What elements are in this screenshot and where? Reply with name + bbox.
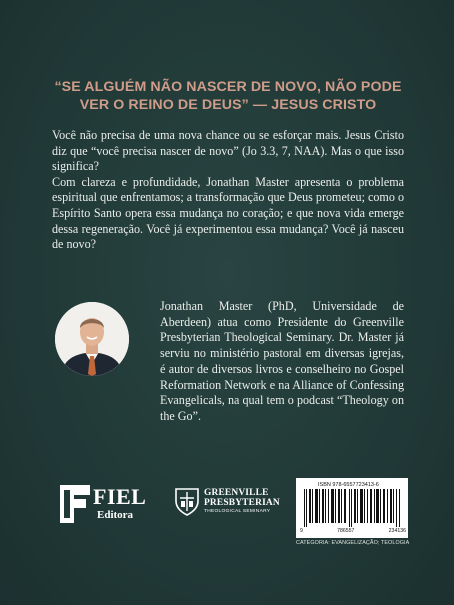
- quote-line-1: “SE ALGUÉM NÃO NASCER DE NOVO, NÃO PODE: [54, 79, 402, 95]
- fiel-editora-logo: [59, 484, 151, 524]
- quote-line-2: VER O REINO DE DEUS” — JESUS CRISTO: [79, 97, 377, 113]
- seminary-line-1: GREENVILLE: [204, 488, 269, 498]
- isbn-number: ISBN 978-6557723413-6: [318, 482, 379, 488]
- publisher-name: FIEL: [93, 484, 147, 509]
- author-portrait-image: [55, 302, 129, 376]
- barcode-digit-prefix: 9: [300, 528, 303, 534]
- blurb-paragraph-1: Você não precisa de uma nova chance ou se esforçar mais. Jesus Cristo diz que “você precisa nascer de novo” (Jo 3.3, 7, NAA). Mas o que isso significa?: [52, 128, 404, 174]
- blurb-paragraph-2: Com clareza e profundidade, Jonathan Master apresenta o problema espiritual que enfrentamos; a transformação que Deus prometeu; como o Espírito Santo opera essa mudança no coração; e que nova vida emerge dessa regeneração. Você já experimentou essa mudança? Você já nasceu de novo?: [52, 174, 404, 252]
- book-blurb: [52, 128, 404, 253]
- back-cover-quote: [48, 78, 408, 114]
- greenville-seminary-logo: [174, 484, 278, 524]
- seminary-line-3: THEOLOGICAL SEMINARY: [204, 509, 271, 514]
- author-photo: [55, 302, 129, 376]
- barcode-digit-group-1: 786557: [337, 528, 355, 534]
- seminary-shield-icon: [174, 486, 200, 516]
- book-category: CATEGORIA: EVANGELIZAÇÃO; TEOLOGIA: [296, 540, 410, 546]
- barcode-bars-image: [304, 489, 402, 527]
- fiel-logo-mark-icon: [59, 484, 95, 524]
- author-bio: Jonathan Master (PhD, Universidade de Aberdeen) atua como Presidente do Greenville Presbyterian Theological Seminary. Dr. Master já serviu no ministério pastoral em diversas igrejas, é autor de diversos livros e conselheiro no Gospel Reformation Network e na Alliance of Confessing Evangelicals, na qual tem o podcast “Theology on the Go”.: [160, 299, 404, 423]
- seminary-line-2: PRESBYTERIAN: [204, 498, 280, 508]
- barcode-digits: [300, 528, 406, 534]
- publisher-sub: Editora: [97, 509, 134, 521]
- barcode-digit-group-2: 234136: [388, 528, 406, 534]
- isbn-barcode: [296, 478, 408, 538]
